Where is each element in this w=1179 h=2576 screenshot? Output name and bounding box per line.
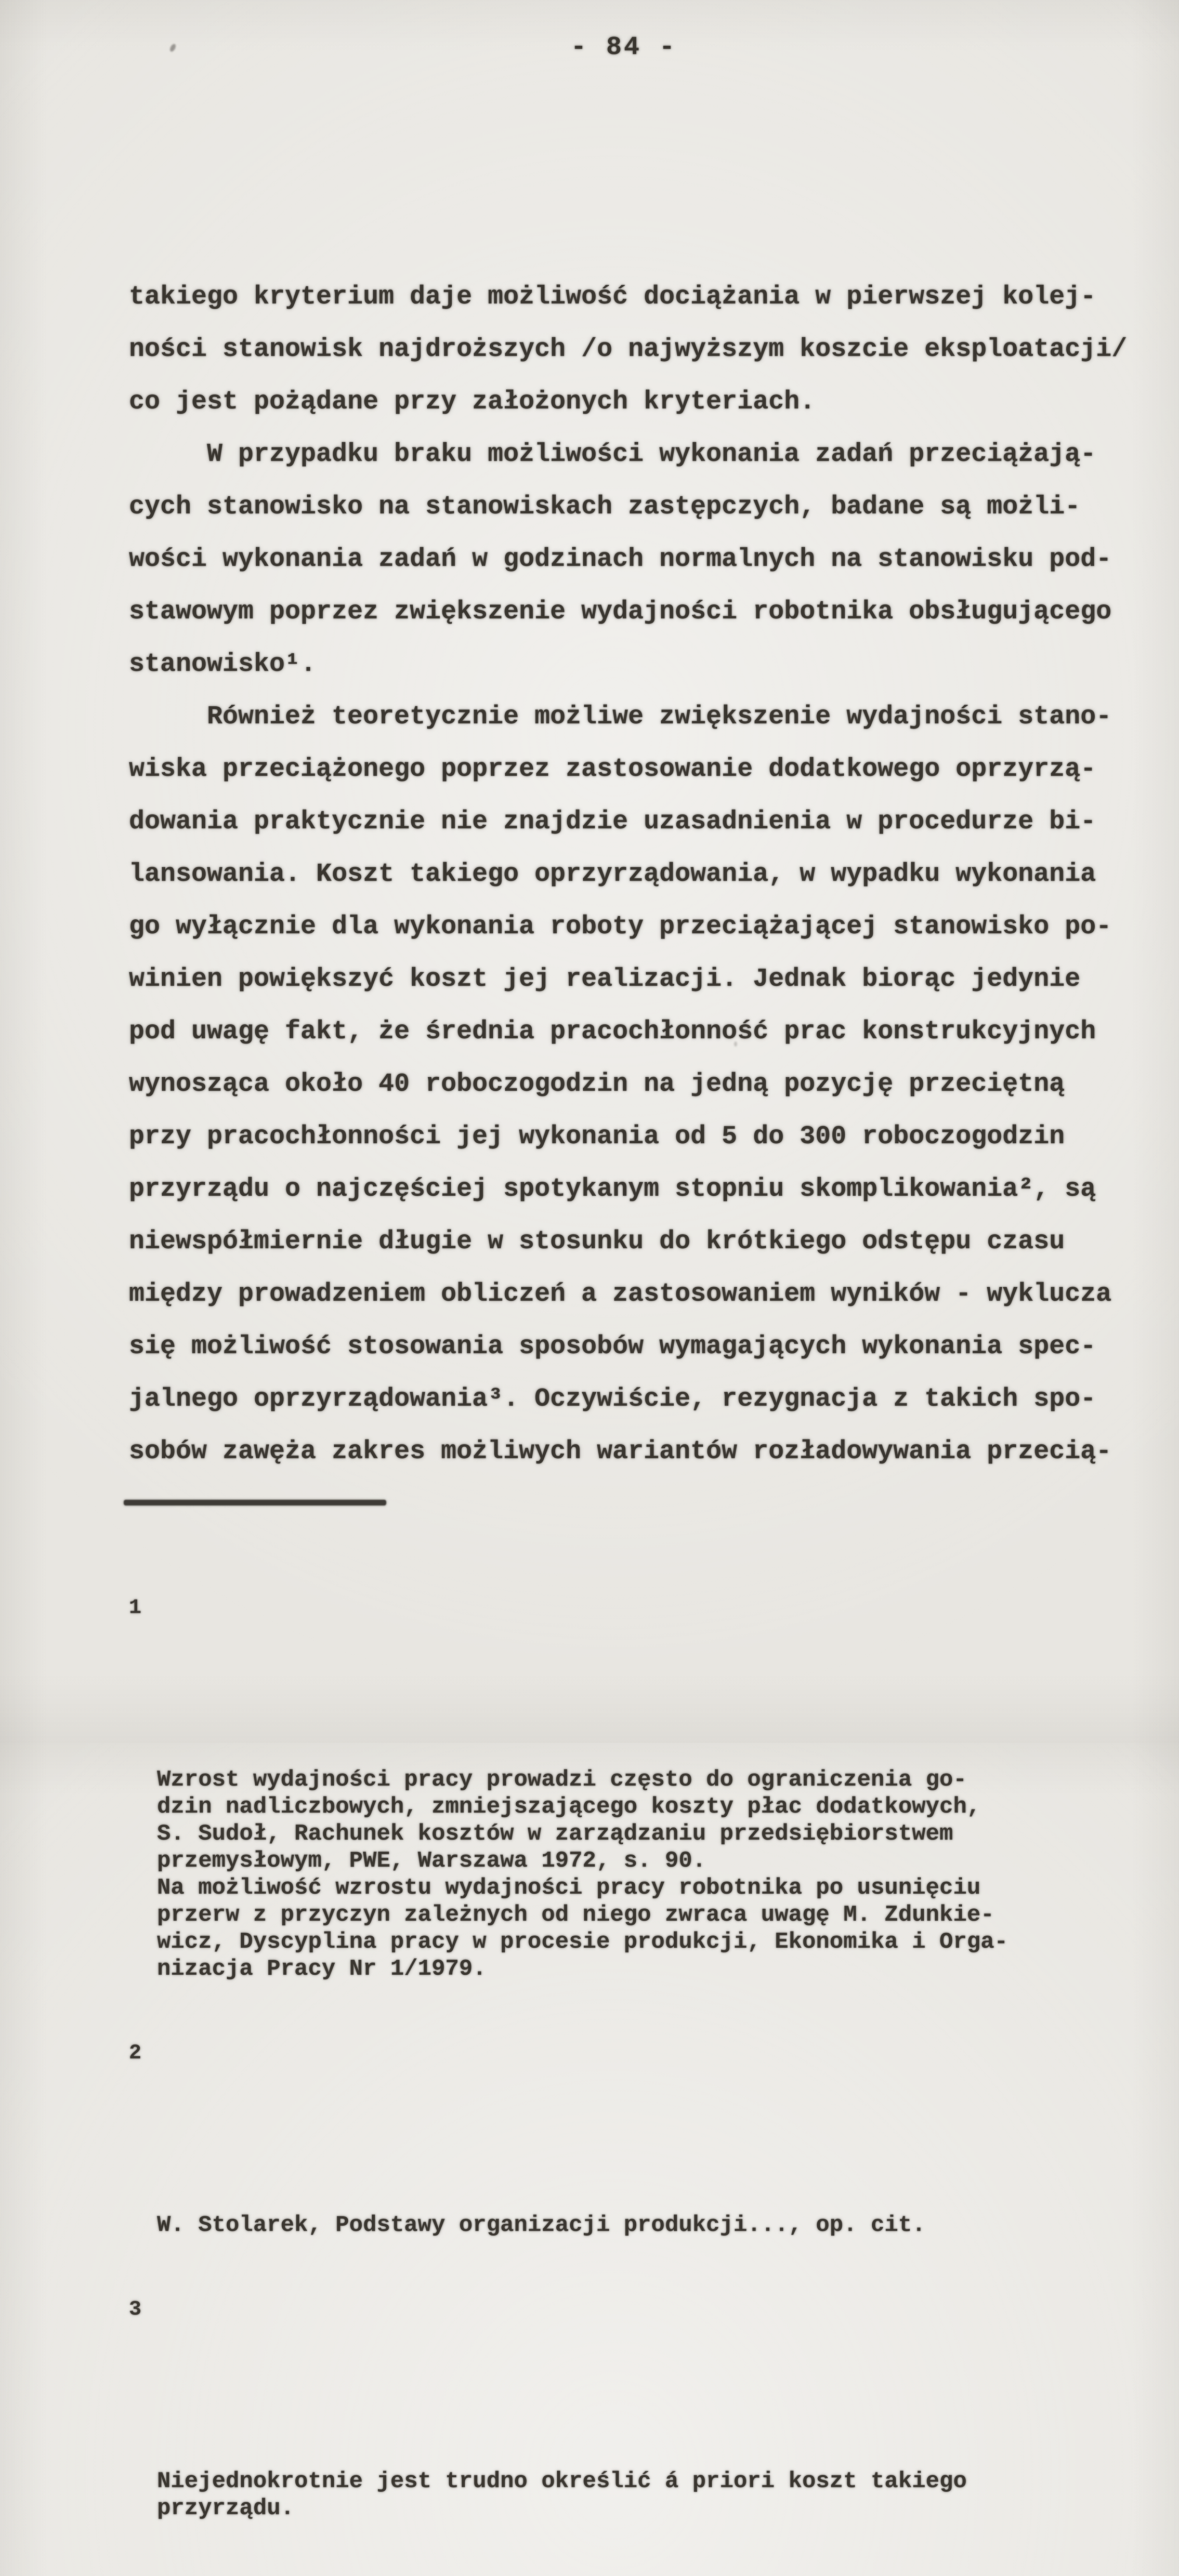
body-line: stanowisko¹. bbox=[129, 650, 317, 679]
footnote-marker: 2 bbox=[129, 2042, 142, 2065]
body-line: cych stanowisko na stanowiskach zastępczych, badane są możli- bbox=[129, 492, 1081, 522]
footnote-line: przerw z przyczyn zależnych od niego zwraca uwagę M. Zdunkie- bbox=[157, 1902, 994, 1928]
body-line: lansowania. Koszt takiego oprzyrządowania, w wypadku wykonania bbox=[129, 860, 1096, 889]
body-line: co jest pożądane przy założonych kryteriach. bbox=[129, 387, 816, 417]
footnote-line: Na możliwość wzrostu wydajności pracy robotnika po usunięciu bbox=[157, 1875, 981, 1901]
footnote-line: W. Stolarek, Podstawy organizacji produkcji..., op. cit. bbox=[157, 2212, 926, 2238]
footnote-line: dzin nadliczbowych, zmniejszającego koszty płac dodatkowych, bbox=[157, 1794, 981, 1820]
body-line: ności stanowisk najdroższych /o najwyższym koszcie eksploatacji/ bbox=[129, 335, 1128, 364]
footnote-separator bbox=[124, 1500, 386, 1505]
body-line: niewspółmiernie długie w stosunku do krótkiego odstępu czasu bbox=[129, 1227, 1065, 1257]
body-line: W przypadku braku możliwości wykonania zadań przeciążają- bbox=[207, 440, 1096, 469]
footnote-line: wicz, Dyscyplina pracy w procesie produkcji, Ekonomika i Orga- bbox=[157, 1929, 1008, 1955]
body-line: pod uwagę fakt, że średnia pracochłonność prac konstrukcyjnych bbox=[129, 1017, 1096, 1047]
body-line: wiska przeciążonego poprzez zastosowanie dodatkowego oprzyrzą- bbox=[129, 755, 1096, 784]
body-line: się możliwość stosowania sposobów wymagających wykonania spec- bbox=[129, 1332, 1096, 1362]
body-line: dowania praktycznie nie znajdzie uzasadnienia w procedurze bi- bbox=[129, 807, 1096, 837]
footnote-lines bbox=[157, 2387, 1179, 2522]
footnote-line: Niejednokrotnie jest trudno określić á priori koszt takiego bbox=[157, 2468, 967, 2494]
footnote bbox=[129, 1596, 1179, 2037]
footnote-lines bbox=[157, 2131, 1179, 2239]
footnote-lines bbox=[157, 1685, 1179, 1983]
footnote-marker: 1 bbox=[129, 1596, 142, 1620]
body-line: jalnego oprzyrządowania³. Oczywiście, rezygnacja z takich spo- bbox=[129, 1384, 1096, 1414]
body-line: go wyłącznie dla wykonania roboty przeciążającej stanowisko po- bbox=[129, 912, 1112, 942]
body-line: Również teoretycznie możliwe zwiększenie wydajności stano- bbox=[207, 702, 1112, 732]
scan-speck bbox=[734, 1041, 737, 1047]
footnotes bbox=[0, 1523, 1179, 2576]
footnote-marker: 3 bbox=[129, 2298, 142, 2321]
body-line: sobów zawęża zakres możliwych wariantów rozładowywania przecią- bbox=[129, 1437, 1112, 1467]
body-text bbox=[0, 113, 1179, 1478]
body-line: wynosząca około 40 roboczogodzin na jedną pozycję przeciętną bbox=[129, 1069, 1065, 1099]
body-line: stawowym poprzez zwiększenie wydajności robotnika obsługującego bbox=[129, 597, 1112, 627]
footnote-line: Wzrost wydajności pracy prowadzi często do ograniczenia go- bbox=[157, 1767, 967, 1793]
body-line: takiego kryterium daje możliwość dociążania w pierwszej kolej- bbox=[129, 282, 1096, 312]
footnote-line: S. Sudoł, Rachunek kosztów w zarządzaniu przedsiębiorstwem bbox=[157, 1821, 953, 1847]
body-line: winien powiększyć koszt jej realizacji. Jednak biorąc jedynie bbox=[129, 965, 1081, 994]
body-line: wości wykonania zadań w godzinach normalnych na stanowisku pod- bbox=[129, 545, 1112, 574]
footnote-line: nizacja Pracy Nr 1/1979. bbox=[157, 1956, 487, 1982]
body-line: między prowadzeniem obliczeń a zastosowaniem wyników - wyklucza bbox=[129, 1279, 1112, 1309]
footnote bbox=[129, 2042, 1179, 2293]
page-number: - 84 - bbox=[570, 33, 677, 62]
footnote-line: przyrządu. bbox=[157, 2495, 295, 2521]
body-line: przyrządu o najczęściej spotykanym stopniu skomplikowania², są bbox=[129, 1174, 1096, 1204]
footnote-line: przemysłowym, PWE, Warszawa 1972, s. 90. bbox=[157, 1848, 706, 1874]
footnote bbox=[129, 2298, 1179, 2576]
body-line: przy pracochłonności jej wykonania od 5 do 300 roboczogodzin bbox=[129, 1122, 1065, 1152]
